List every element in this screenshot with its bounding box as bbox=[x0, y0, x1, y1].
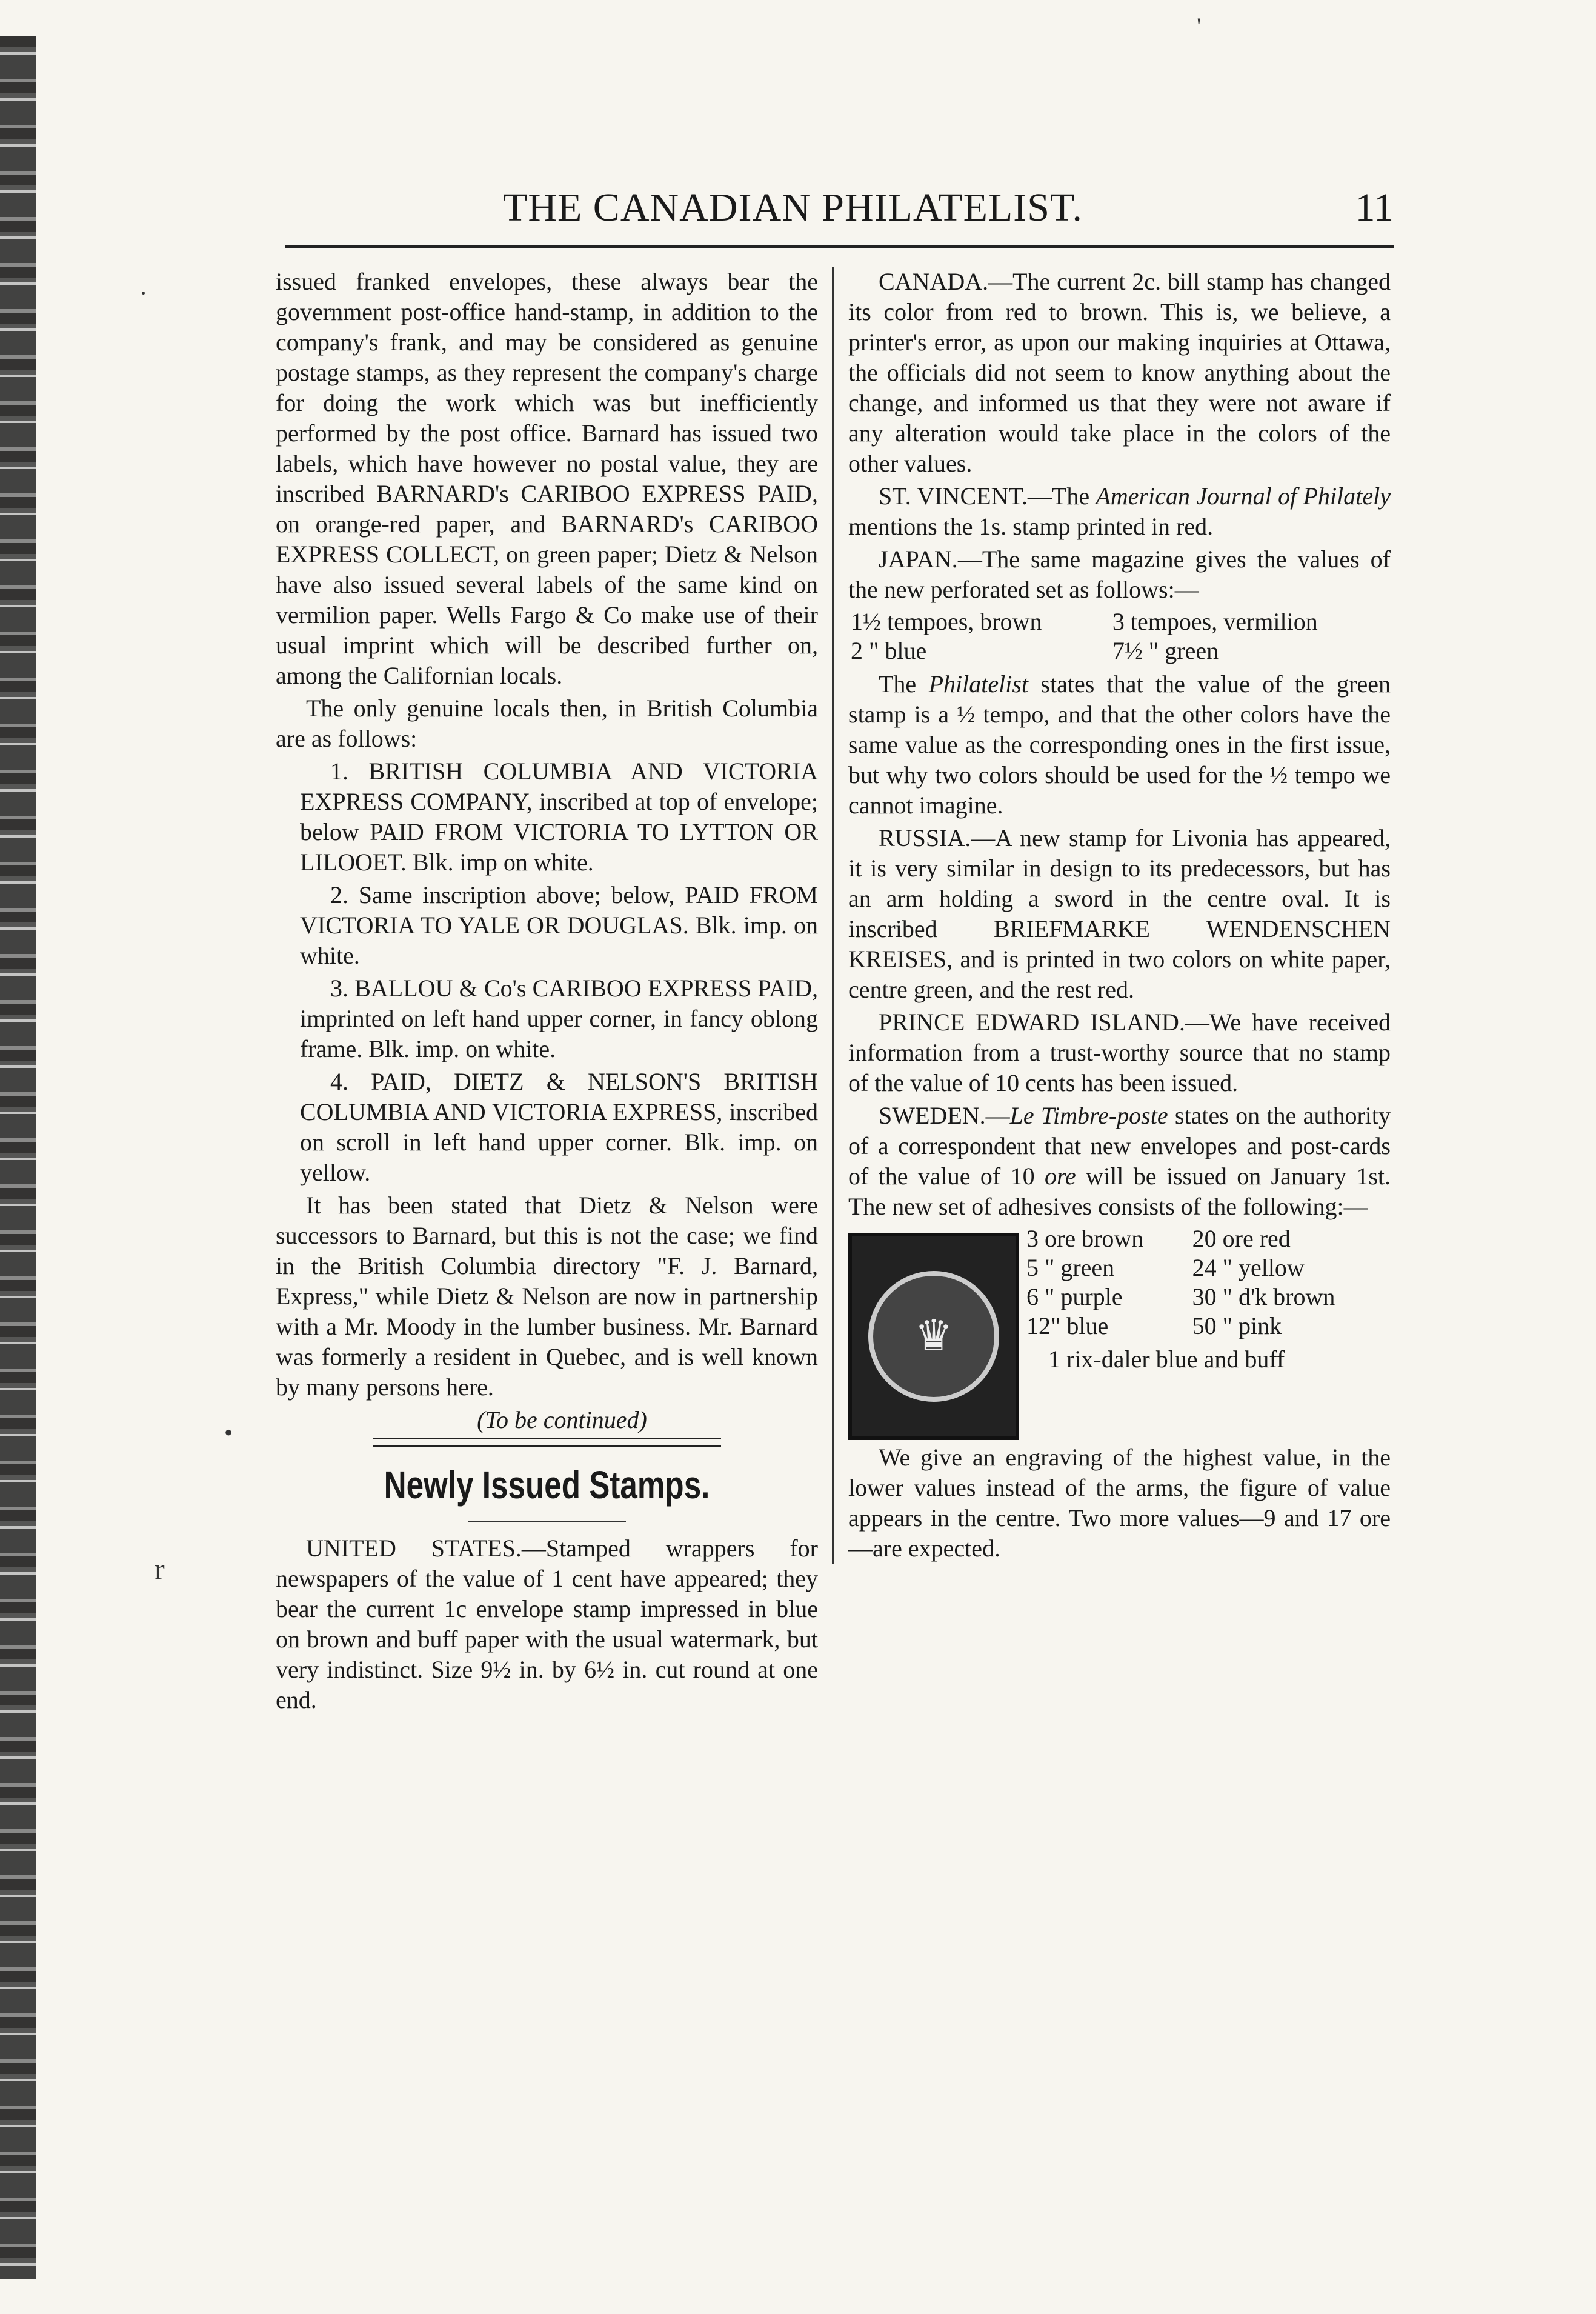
table-cell: 50 " pink bbox=[1192, 1312, 1282, 1339]
text-sweden-a: — bbox=[985, 1102, 1010, 1129]
text-canada: —The current 2c. bill stamp has changed its color from red to brown. This is, we believe, a printer's error, as upon our making inquiries at Ottawa, the officials did not seem to know anything about the change, and informed us that they were not aware if any alteration would take place in the colors of the other values. bbox=[848, 268, 1391, 477]
paragraph-philatelist bbox=[848, 669, 1391, 821]
stray-mark: · bbox=[139, 279, 148, 307]
lead-japan: JAPAN. bbox=[879, 545, 958, 573]
column-divider bbox=[832, 267, 834, 1564]
paragraph-genuine-locals: The only genuine locals then, in British Columbia are as follows: bbox=[276, 695, 818, 752]
journal-american: American Journal of Philately bbox=[1096, 482, 1391, 510]
journal-title: THE CANADIAN PHILATELIST. bbox=[503, 185, 1083, 230]
text-st-vincent-b: mentions the 1s. stamp printed in red. bbox=[848, 513, 1214, 540]
paragraph-russia bbox=[848, 823, 1391, 1005]
table-row bbox=[1024, 1312, 1391, 1341]
table-cell: 24 " yellow bbox=[1192, 1254, 1305, 1281]
left-column bbox=[276, 267, 818, 1713]
text-pei: —We have received information from a trust-worthy source that no stamp of the value of 10 cents has been issued. bbox=[848, 1009, 1391, 1096]
list-item-2: 2. Same inscription above; below, PAID FROM VICTORIA TO YALE OR DOUGLAS. Blk. imp. on white. bbox=[300, 881, 818, 969]
japan-values-table bbox=[848, 607, 1391, 665]
table-cell: 2 " blue bbox=[851, 637, 927, 664]
section-divider bbox=[373, 1438, 721, 1447]
table-cell: 6 " purple bbox=[1026, 1283, 1123, 1310]
book-spine-edge bbox=[0, 36, 36, 2279]
paragraph-united-states bbox=[276, 1533, 818, 1715]
table-cell: 5 " green bbox=[1026, 1254, 1115, 1281]
list-item-1: 1. BRITISH COLUMBIA AND VICTORIA EXPRESS COMPANY, inscribed at top of envelope; below PAID FROM VICTORIA TO LYTTON OR LILOOET. Blk. imp on white. bbox=[300, 758, 818, 876]
text-sweden-b: states on the authority of a correspondent that new envelopes and post-cards of the value of 10 bbox=[848, 1102, 1391, 1190]
list-item-3: 3. BALLOU & Co's CARIBOO EXPRESS PAID, imprinted on left hand upper corner, in fancy oblong frame. Blk. imp. on white. bbox=[300, 975, 818, 1062]
text-russia: —A new stamp for Livonia has appeared, it is very similar in design to its predecessors, but has an arm holding a sword in the centre oval. It is inscribed BRIEFMARKE WENDENSCHEN KREISES, and is printed in two colors on white paper, centre green, and the rest red. bbox=[848, 824, 1391, 1003]
text-ore: ore bbox=[1044, 1162, 1076, 1190]
paragraph-st-vincent bbox=[848, 481, 1391, 542]
paragraph-japan bbox=[848, 544, 1391, 605]
paragraph-sweden bbox=[848, 1101, 1391, 1222]
text-sweden-c: will be issued on January 1st. The new set of adhesives consists of the following:— bbox=[848, 1162, 1391, 1220]
text-rix-daler: 1 rix-daler blue and buff bbox=[1048, 1345, 1285, 1373]
journal-timbre-poste: Le Timbre-poste bbox=[1009, 1102, 1168, 1129]
list-item-4: 4. PAID, DIETZ & NELSON'S BRITISH COLUMBIA AND VICTORIA EXPRESS, inscribed on scroll in left hand upper corner. Blk. imp. on yellow. bbox=[300, 1068, 818, 1186]
paragraph-engraving: We give an engraving of the highest value, in the lower values instead of the arms, the figure of value appears in the centre. Two more values—9 and 17 ore—are expected. bbox=[848, 1444, 1391, 1562]
right-column bbox=[848, 267, 1391, 1564]
text-philatelist-a: The bbox=[879, 670, 929, 698]
section-heading: Newly Issued Stamps. bbox=[384, 1463, 710, 1507]
stray-mark: • bbox=[224, 1419, 233, 1446]
crown-arms-icon: ♛ bbox=[868, 1271, 999, 1402]
page-number: 11 bbox=[1355, 185, 1394, 230]
table-cell: 12" blue bbox=[1026, 1312, 1109, 1339]
paragraph-prince-edward-island bbox=[848, 1007, 1391, 1098]
lead-sweden: SWEDEN. bbox=[879, 1102, 986, 1129]
lead-pei: PRINCE EDWARD ISLAND. bbox=[879, 1009, 1185, 1036]
to-be-continued: (To be continued) bbox=[477, 1406, 647, 1433]
stray-mark: ' bbox=[1197, 13, 1202, 40]
table-row bbox=[848, 607, 1391, 636]
text-st-vincent-a: —The bbox=[1027, 482, 1096, 510]
swedish-stamp-engraving bbox=[848, 1233, 1019, 1440]
text-united-states: —Stamped wrappers for newspapers of the value of 1 cent have appeared; they bear the current 1c envelope stamp impressed in blue on brown and buff paper with the usual watermark, but very indistinct. Size 9½ in. by 6½ in. cut round at one end. bbox=[276, 1535, 818, 1713]
stray-mark: r bbox=[155, 1552, 165, 1586]
table-cell: 30 " d'k brown bbox=[1192, 1283, 1335, 1310]
table-row bbox=[1024, 1224, 1391, 1253]
journal-philatelist: Philatelist bbox=[928, 670, 1029, 698]
heading-rule bbox=[468, 1521, 626, 1522]
lead-united-states: UNITED STATES. bbox=[306, 1535, 522, 1562]
sweden-values-table bbox=[1024, 1224, 1391, 1341]
sweden-values bbox=[1024, 1224, 1391, 1375]
paragraph-canada bbox=[848, 267, 1391, 479]
lead-st-vincent: ST. VINCENT. bbox=[879, 482, 1028, 510]
text-japan: —The same magazine gives the values of the new perforated set as follows:— bbox=[848, 545, 1391, 603]
table-row bbox=[1024, 1253, 1391, 1282]
lead-canada: CANADA. bbox=[879, 268, 989, 295]
paragraph-envelopes: issued franked envelopes, these always bear the government post-office hand-stamp, in addition to the company's frank, and may be considered as genuine postage stamps, as they represent the company's charge for doing the work which was but inefficiently performed by the post office. Barnard has issued two labels, which have however no postal value, they are inscribed BARNARD's CARIBOO EXPRESS PAID, on orange-red paper, and BARNARD's CARIBOO EXPRESS COLLECT, on green paper; Dietz & Nelson have also issued several labels of the same kind on vermilion paper. Wells Fargo & Co make use of their usual imprint which will be described further on, among the Californian locals. bbox=[276, 268, 818, 689]
table-row bbox=[1024, 1282, 1391, 1312]
lead-russia: RUSSIA. bbox=[879, 824, 971, 852]
paragraph-dietz-nelson: It has been stated that Dietz & Nelson were successors to Barnard, but this is not the case; we find in the British Columbia directory "F. J. Barnard, Express," while Dietz & Nelson are now in partnership with a Mr. Moody in the lumber business. Mr. Barnard was formerly a resident in Quebec, and is well known by many persons here. bbox=[276, 1192, 818, 1401]
table-cell: 3 tempoes, vermilion bbox=[1112, 608, 1318, 635]
table-cell: 20 ore red bbox=[1192, 1225, 1291, 1252]
sweden-stamp-block bbox=[848, 1224, 1391, 1442]
table-cell: 1½ tempoes, brown bbox=[851, 608, 1042, 635]
table-row bbox=[848, 636, 1391, 665]
page-header bbox=[285, 185, 1394, 239]
header-rule bbox=[285, 245, 1394, 248]
table-cell: 3 ore brown bbox=[1026, 1225, 1144, 1252]
text-philatelist-b: states that the value of the green stamp is a ½ tempo, and that the other colors have the same value as the corresponding ones in the first issue, but why two colors should be used for the ½ tempo we cannot imagine. bbox=[848, 670, 1391, 819]
table-cell: 7½ " green bbox=[1112, 637, 1219, 664]
